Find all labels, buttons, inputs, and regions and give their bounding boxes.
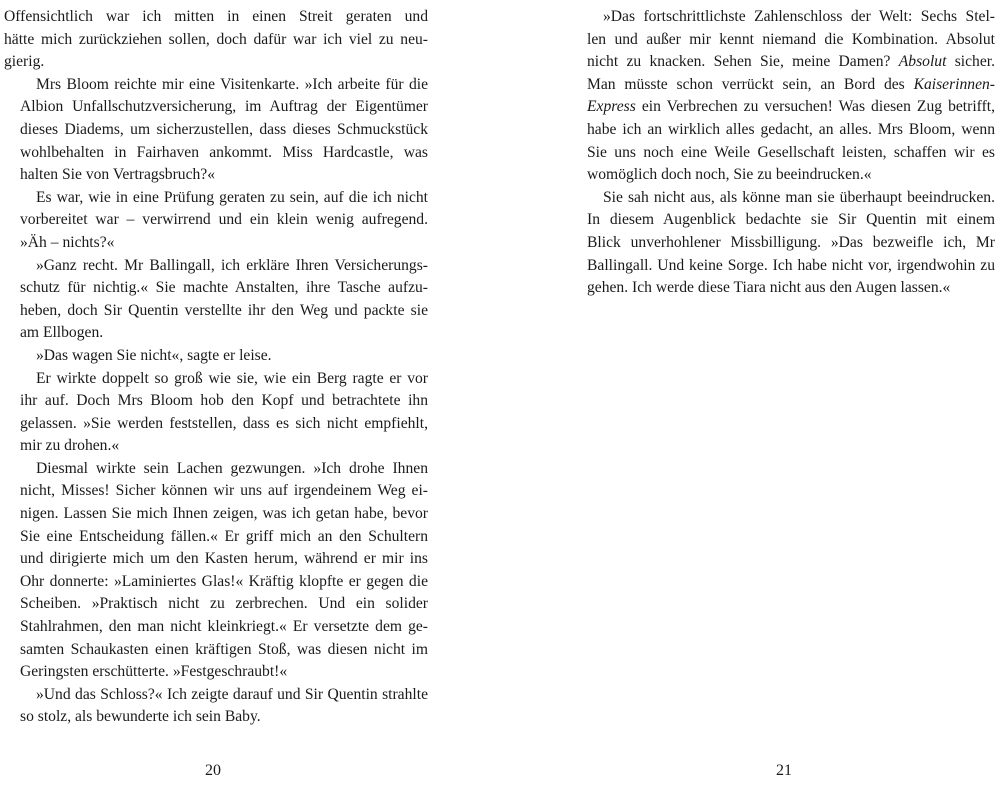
text-line: nicht, Misses! Sicher können wir uns auf irgendeinem Weg ei- (20, 482, 428, 500)
paragraph (4, 684, 428, 729)
text-segment: nicht zu knacken. Sehen Sie, meine Damen? (587, 53, 899, 71)
text-line: Geringsten erschütterte. »Festgeschraubt!« (20, 663, 288, 681)
text-segment: womöglich doch noch, Sie zu beeindrucken.« (587, 166, 872, 184)
text-segment: ein Verbrechen zu versuchen! Was diesen Zug betrifft, (635, 98, 995, 116)
text-line: wohlbehalten in Fairhaven ankommt. Miss Hardcastle, was (20, 143, 428, 161)
text-line (571, 119, 995, 142)
text-line: Sie eine Entscheidung fällen.« Er griff mich an den Schultern (20, 527, 428, 545)
left-page (4, 6, 428, 729)
italic-text: Kaiserinnen- (913, 75, 995, 93)
paragraph (4, 368, 428, 458)
text-line: gelassen. »Sie werden feststellen, dass es sich nicht empfiehlt, (20, 414, 428, 432)
text-line (571, 142, 995, 165)
paragraph (4, 74, 428, 187)
italic-text: Absolut (898, 53, 947, 71)
text-line: Scheiben. »Praktisch nicht zu zerbrechen. Und ein solider (20, 595, 428, 613)
text-segment: habe ich an wirklich alles gedacht, an alles. Mrs Bloom, wenn (587, 120, 995, 138)
text-segment: Blick unverhohlener Missbilligung. »Das bezweifle ich, Mr (587, 233, 995, 251)
text-line: »Und das Schloss?« Ich zeigte darauf und Sir Quentin strahlte (36, 685, 428, 703)
right-page (571, 6, 995, 300)
text-line: mir zu drohen.« (20, 437, 120, 455)
paragraph (4, 458, 428, 684)
italic-text: Express (587, 98, 636, 116)
text-line: Mrs Bloom reichte mir eine Visitenkarte. »Ich arbeite für die (36, 75, 428, 93)
text-segment: Sie uns noch eine Weile Gesellschaft leisten, schaffen wir es (587, 143, 995, 161)
text-segment: gehen. Ich werde diese Tiara nicht aus den Augen lassen.« (587, 279, 951, 297)
text-line: nigen. Lassen Sie mich Ihnen zeigen, was ich getan habe, bevor (20, 505, 428, 523)
text-line (571, 277, 995, 300)
text-line: Diesmal wirkte sein Lachen gezwungen. »Ich drohe Ihnen (36, 459, 428, 477)
text-line (571, 29, 995, 52)
text-segment: Ballingall. Und keine Sorge. Ich habe nicht vor, irgendwohin zu (587, 256, 995, 274)
text-segment: len und außer mir kennt niemand die Kombination. Absolut (587, 30, 995, 48)
text-line (571, 255, 995, 278)
text-segment: In diesem Augenblick bedachte sie Sir Quentin mit einem (587, 211, 995, 229)
text-segment: Sie sah nicht aus, als könne man sie überhaupt beeindrucken. (603, 188, 995, 206)
text-line: »Ganz recht. Mr Ballingall, ich erkläre Ihren Versicherungs- (36, 256, 428, 274)
paragraph (4, 345, 428, 368)
paragraph (4, 187, 428, 255)
text-segment: »Das fortschrittlichste Zahlenschloss der Welt: Sechs Stel- (603, 8, 995, 25)
text-line (571, 164, 995, 187)
paragraph (571, 187, 995, 300)
text-line: Offensichtlich war ich mitten in einen Streit geraten und (4, 8, 428, 25)
text-line (571, 96, 995, 119)
page-number-left: 20 (205, 762, 221, 779)
text-line: so stolz, als bewunderte ich sein Baby. (20, 708, 261, 726)
text-line (571, 6, 995, 29)
text-line: samten Schaukasten einen kräftigen Stoß, was diesen nicht im (20, 640, 428, 658)
text-segment: sicher. (946, 53, 995, 71)
text-line (571, 187, 995, 210)
text-line: Albion Unfallschutzversicherung, im Auftrag der Eigentümer (20, 98, 428, 116)
text-line: Es war, wie in eine Prüfung geraten zu sein, auf die ich nicht (36, 188, 428, 206)
text-segment: Man müsste schon verrückt sein, an Bord des (587, 75, 914, 93)
text-line: Er wirkte doppelt so groß wie sie, wie ein Berg ragte er vor (36, 369, 428, 387)
text-line (571, 209, 995, 232)
text-line: halten Sie von Vertragsbruch?« (20, 166, 216, 184)
text-line (571, 51, 995, 74)
text-line: »Äh – nichts?« (20, 233, 115, 251)
text-line: Ohr donnerte: »Laminiertes Glas!« Kräftig klopfte er gegen die (20, 572, 428, 590)
text-line: am Ellbogen. (20, 324, 104, 342)
text-line (571, 74, 995, 97)
page-number-right: 21 (776, 762, 792, 779)
text-line: dieses Diadems, um sicherzustellen, dass dieses Schmuckstück (20, 120, 428, 138)
text-line: »Das wagen Sie nicht«, sagte er leise. (36, 346, 272, 364)
text-line (571, 232, 995, 255)
text-line: hätte mich zurückziehen sollen, doch dafür war ich viel zu neu- (4, 30, 428, 48)
text-line: gierig. (4, 53, 45, 71)
text-line: Stahlrahmen, den man nicht kleinkriegt.« Er versetzte dem ge- (20, 618, 428, 636)
text-line: vorbereitet war – verwirrend und ein klein wenig aufregend. (20, 211, 428, 229)
text-line: und dirigierte mich um den Kasten herum, während er mir ins (20, 550, 428, 568)
paragraph (4, 255, 428, 345)
text-line: ihr auf. Doch Mrs Bloom hob den Kopf und betrachtete ihn (20, 392, 428, 410)
paragraph (571, 6, 995, 187)
text-line: schutz für nichtig.« Sie machte Anstalten, ihre Tasche aufzu- (20, 279, 428, 297)
text-line: heben, doch Sir Quentin verstellte ihr den Weg und packte sie (20, 301, 428, 319)
paragraph (4, 6, 428, 74)
